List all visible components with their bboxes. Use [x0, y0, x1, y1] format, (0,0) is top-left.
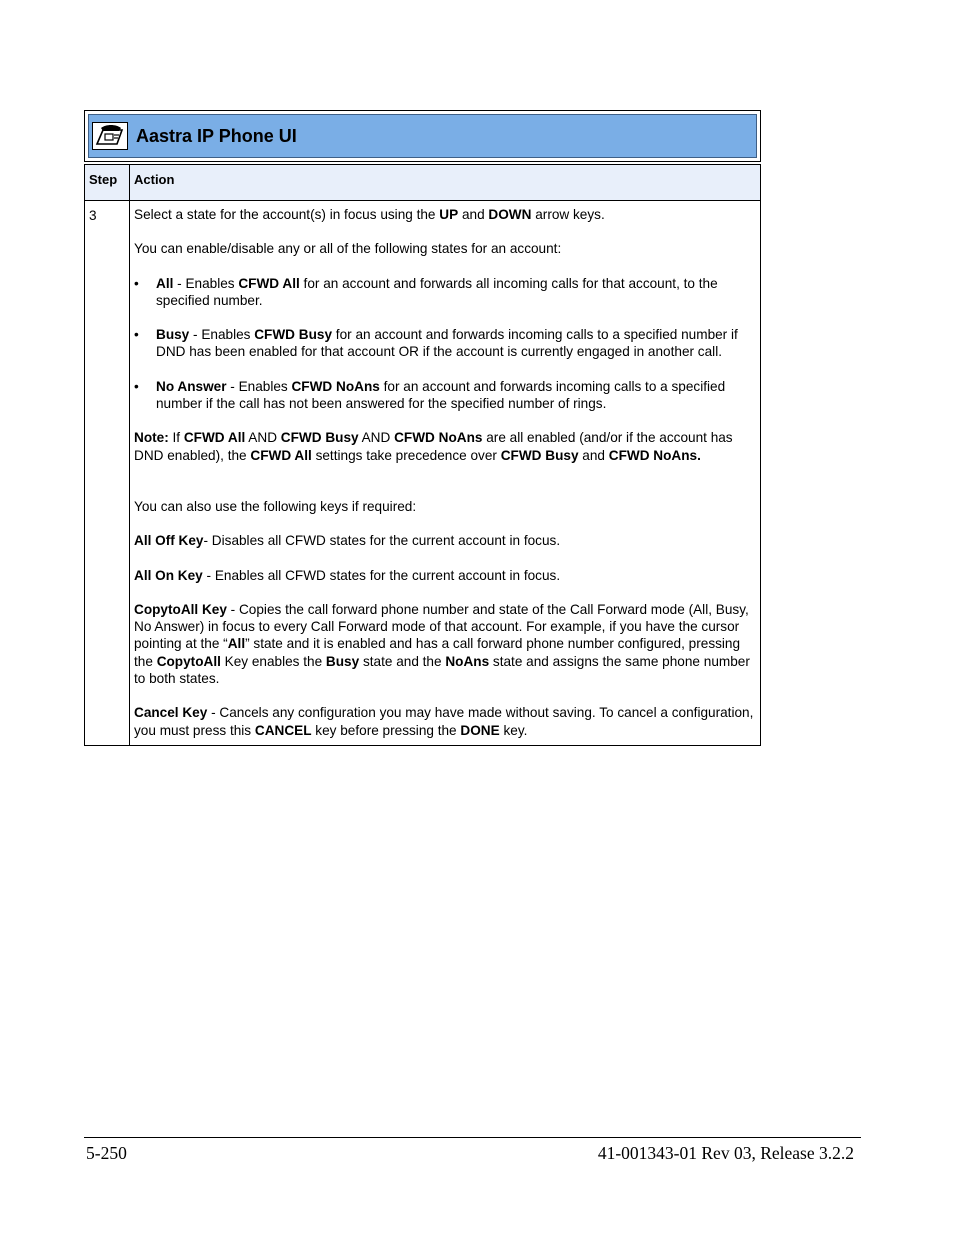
states-intro: You can enable/disable any or all of the following states for an account: — [134, 241, 562, 257]
intro-paragraph: Select a state for the account(s) in focus using the UP and DOWN arrow keys. — [134, 207, 605, 222]
list-item: • No Answer - Enables CFWD NoAns for an account and forwards incoming calls to a specified number if the call has not been answered for the specified number of rings. — [134, 378, 726, 412]
all-on-key-paragraph: All On Key - Enables all CFWD states for the current account in focus. — [134, 567, 561, 583]
section-banner — [84, 110, 761, 162]
bullet-dot: • — [134, 275, 139, 291]
table-row — [85, 201, 761, 746]
banner-title: Aastra IP Phone UI — [136, 125, 297, 146]
document-id: 41-001343-01 Rev 03, Release 3.2.2 — [597, 1143, 854, 1163]
all-off-key-paragraph: All Off Key- Disables all CFWD states for the current account in focus. — [134, 533, 561, 549]
copytoall-key-paragraph: CopytoAll Key - Copies the call forward phone number and state of the Call Forward mode (All, Busy, No Answer) in focus to every Call Forward mode of that account. For example, if you have the cursor pointing at the “All” state and it is enabled and has a call forward phone number configured, pressing the CopytoAll Key enables the Busy state and the NoAns state and assigns the same phone number to both states. — [134, 601, 750, 687]
banner-bar — [88, 114, 757, 158]
page-number: 5-250 — [86, 1143, 127, 1163]
keys-intro: You can also use the following keys if required: — [134, 498, 417, 514]
header-step: Step — [85, 165, 130, 201]
steps-table — [84, 164, 761, 746]
table-header-row — [85, 165, 761, 201]
footer-divider — [84, 1137, 861, 1138]
bullet-dot: • — [134, 327, 139, 343]
bullet-dot: • — [134, 378, 139, 394]
note-paragraph: Note: If CFWD All AND CFWD Busy AND CFWD NoAns are all enabled (and/or if the account has DND enabled), the CFWD All settings take precedence over CFWD Busy and CFWD NoAns. — [134, 430, 733, 463]
list-item: • All - Enables CFWD All for an account and forwards all incoming calls for that account, to the specified number. — [134, 275, 718, 308]
step-number: 3 — [85, 201, 130, 746]
header-action: Action — [130, 165, 761, 201]
phone-icon — [92, 122, 128, 150]
cancel-key-paragraph: Cancel Key - Cancels any configuration you may have made without saving. To cancel a configuration, you must press this CANCEL key before pressing the DONE key. — [134, 705, 754, 738]
action-cell — [130, 201, 761, 746]
list-item: • Busy - Enables CFWD Busy for an account and forwards incoming calls to a specified number if DND has been enabled for that account OR if the account is currently engaged in another call. — [134, 327, 738, 360]
